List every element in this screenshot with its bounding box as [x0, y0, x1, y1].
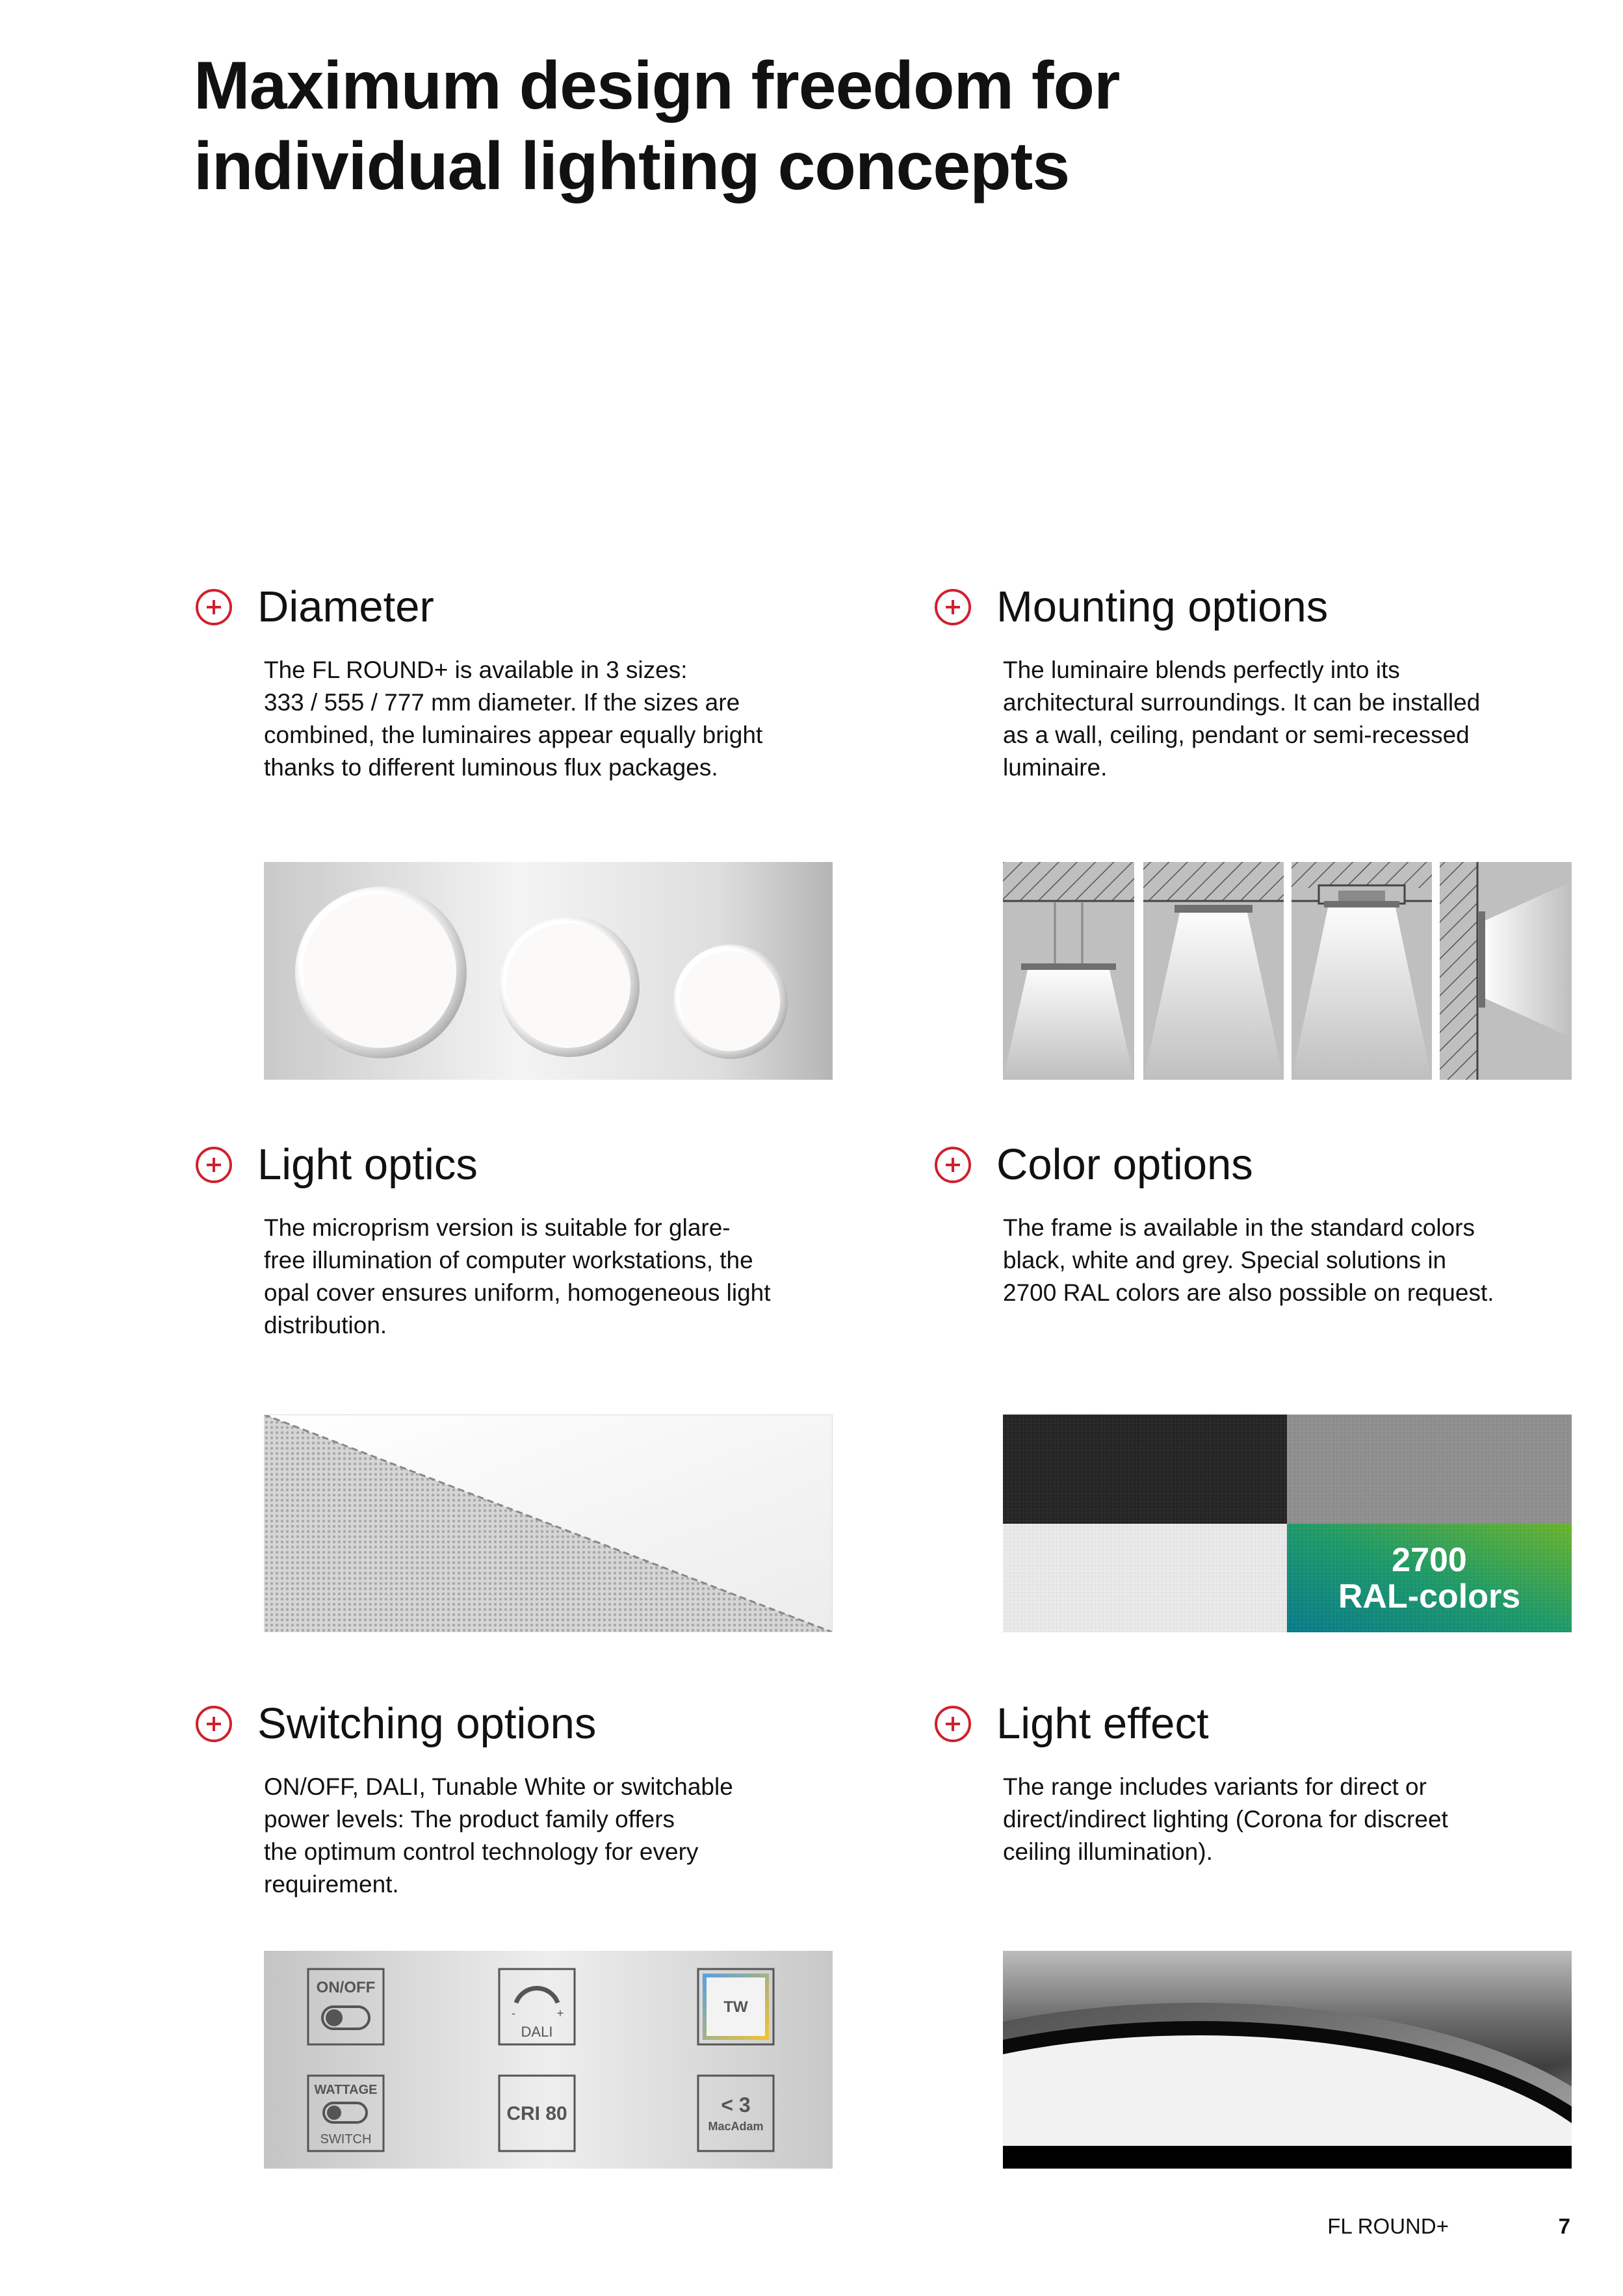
dali-minus: -	[512, 2007, 515, 2020]
description-line: combined, the luminaires appear equally bright	[264, 722, 763, 748]
section-description	[1003, 1771, 1588, 1868]
ral-label-text: RAL-colors	[1338, 1578, 1521, 1615]
description-line: The luminaire blends perfectly into its	[1003, 657, 1400, 683]
macadam-value: < 3	[721, 2093, 751, 2117]
description-line: opal cover ensures uniform, homogeneous light	[264, 1279, 771, 1306]
semi-recessed-mount-icon	[1292, 862, 1432, 1080]
section-colors	[933, 1139, 1518, 1306]
section-switching	[194, 1698, 779, 1898]
section-header	[933, 581, 1518, 633]
switching-icons-panel	[264, 1951, 833, 2169]
plus-circle-icon[interactable]	[934, 1705, 972, 1743]
section-title: Mounting options	[996, 582, 1329, 631]
section-header	[194, 1698, 779, 1750]
description-line: luminaire.	[1003, 754, 1108, 781]
cri-label: CRI 80	[506, 2103, 567, 2124]
description-line: The range includes variants for direct or	[1003, 1773, 1427, 1800]
section-description	[264, 654, 849, 784]
page-number: 7	[1558, 2214, 1570, 2238]
section-diameter	[194, 581, 779, 781]
wall-mount-icon	[1440, 862, 1572, 1080]
section-header	[194, 1139, 779, 1191]
ceiling-mount-icon	[1143, 862, 1284, 1080]
description-line: free illumination of computer workstations, the	[264, 1247, 753, 1273]
description-line: ON/OFF, DALI, Tunable White or switchable	[264, 1773, 733, 1800]
description-line: ceiling illumination).	[1003, 1838, 1213, 1865]
description-line: thanks to different luminous flux packages.	[264, 754, 718, 781]
description-line: the optimum control technology for every	[264, 1838, 699, 1865]
page-title-line: Maximum design freedom for	[194, 48, 1120, 124]
plus-circle-icon[interactable]	[195, 1146, 233, 1184]
pendant-mount-icon	[1003, 862, 1134, 1080]
section-mounting	[933, 581, 1518, 781]
section-title: Color options	[996, 1140, 1253, 1189]
page-title	[194, 46, 1299, 207]
section-effect	[933, 1698, 1518, 1865]
tunable-white-icon	[698, 1969, 773, 2044]
on-off-label: ON/OFF	[316, 1979, 376, 1996]
section-description	[1003, 654, 1588, 784]
plus-circle-icon[interactable]	[934, 588, 972, 626]
section-description	[1003, 1212, 1588, 1309]
ral-label-number: 2700	[1392, 1541, 1467, 1579]
section-title: Light optics	[257, 1140, 478, 1189]
section-title: Switching options	[257, 1699, 597, 1748]
mounting-image	[1003, 862, 1572, 1080]
section-description	[264, 1212, 849, 1342]
section-optics	[194, 1139, 779, 1338]
optics-image	[264, 1415, 833, 1632]
dali-label: DALI	[521, 2024, 553, 2040]
description-line: The microprism version is suitable for glare-	[264, 1214, 731, 1241]
section-description	[264, 1771, 849, 1901]
section-header	[933, 1139, 1518, 1191]
wattage-label: WATTAGE	[314, 2083, 378, 2097]
macadam-label: MacAdam	[708, 2120, 764, 2133]
description-line: requirement.	[264, 1871, 399, 1898]
plus-circle-icon[interactable]	[195, 588, 233, 626]
description-line: 2700 RAL colors are also possible on request.	[1003, 1279, 1494, 1306]
description-line: The frame is available in the standard colors	[1003, 1214, 1475, 1241]
page-title-line: individual lighting concepts	[194, 129, 1070, 204]
light-effect-image	[1003, 1951, 1572, 2169]
plus-circle-icon[interactable]	[934, 1146, 972, 1184]
description-line: 333 / 555 / 777 mm diameter. If the sizes are	[264, 689, 740, 716]
description-line: black, white and grey. Special solutions in	[1003, 1247, 1447, 1273]
description-line: distribution.	[264, 1312, 387, 1338]
section-title: Light effect	[996, 1699, 1209, 1748]
footer-product-name: FL ROUND+	[1327, 2214, 1449, 2238]
description-line: power levels: The product family offers	[264, 1806, 675, 1833]
color-swatches	[1003, 1415, 1572, 1632]
dali-plus: +	[556, 2007, 564, 2020]
description-line: The FL ROUND+ is available in 3 sizes:	[264, 657, 688, 683]
plus-circle-icon[interactable]	[195, 1705, 233, 1743]
section-header	[933, 1698, 1518, 1750]
section-title: Diameter	[257, 582, 434, 631]
tw-label: TW	[723, 1998, 748, 2016]
section-header	[194, 581, 779, 633]
diameter-image	[264, 862, 833, 1080]
description-line: architectural surroundings. It can be installed	[1003, 689, 1481, 716]
switch-label: SWITCH	[320, 2132, 372, 2146]
description-line: as a wall, ceiling, pendant or semi-recessed	[1003, 722, 1470, 748]
description-line: direct/indirect lighting (Corona for discreet	[1003, 1806, 1448, 1833]
